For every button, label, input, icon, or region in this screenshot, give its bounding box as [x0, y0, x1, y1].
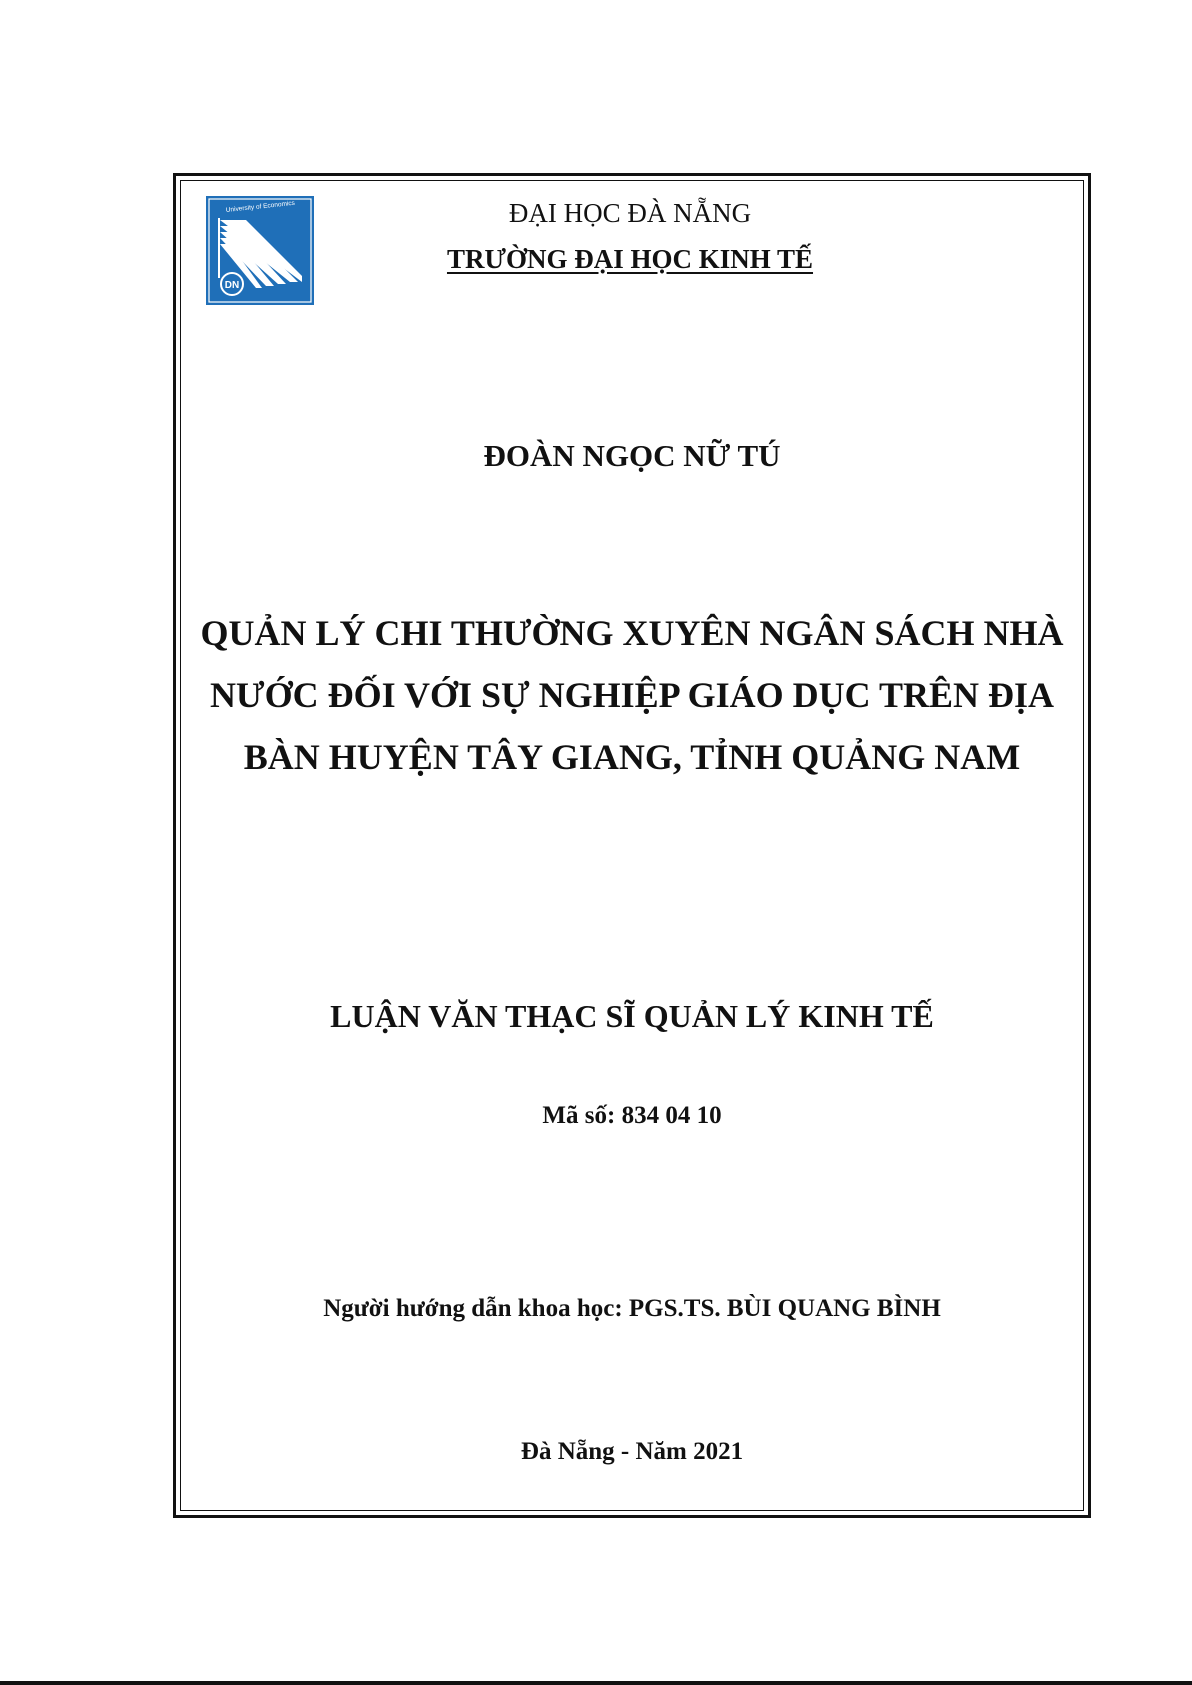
- page-bottom-edge: [0, 1681, 1192, 1685]
- thesis-title-line: BÀN HUYỆN TÂY GIANG, TỈNH QUẢNG NAM: [243, 737, 1021, 777]
- thesis-title: [190, 602, 1074, 788]
- author-name: ĐOÀN NGỌC NỮ TÚ: [483, 438, 781, 473]
- university-name: ĐẠI HỌC ĐÀ NẴNG: [508, 198, 752, 228]
- advisor-line: Người hướng dẫn khoa học: PGS.TS. BÙI QUANG BÌNH: [323, 1295, 941, 1322]
- thesis-title-line: NƯỚC ĐỐI VỚI SỰ NGHIỆP GIÁO DỤC TRÊN ĐỊA: [209, 675, 1055, 715]
- school-name: TRƯỜNG ĐẠI HỌC KINH TẾ: [446, 244, 814, 274]
- place-year: Đà Nẵng - Năm 2021: [520, 1438, 744, 1465]
- logo-wordmark: University of Economics: [225, 199, 296, 214]
- program-code: Mã số: 834 04 10: [542, 1102, 722, 1129]
- university-logo: [206, 196, 314, 305]
- svg-text:DN: DN: [224, 280, 240, 291]
- thesis-title-line: QUẢN LÝ CHI THƯỜNG XUYÊN NGÂN SÁCH NHÀ: [200, 613, 1064, 653]
- degree-label: LUẬN VĂN THẠC SĨ QUẢN LÝ KINH TẾ: [330, 998, 934, 1034]
